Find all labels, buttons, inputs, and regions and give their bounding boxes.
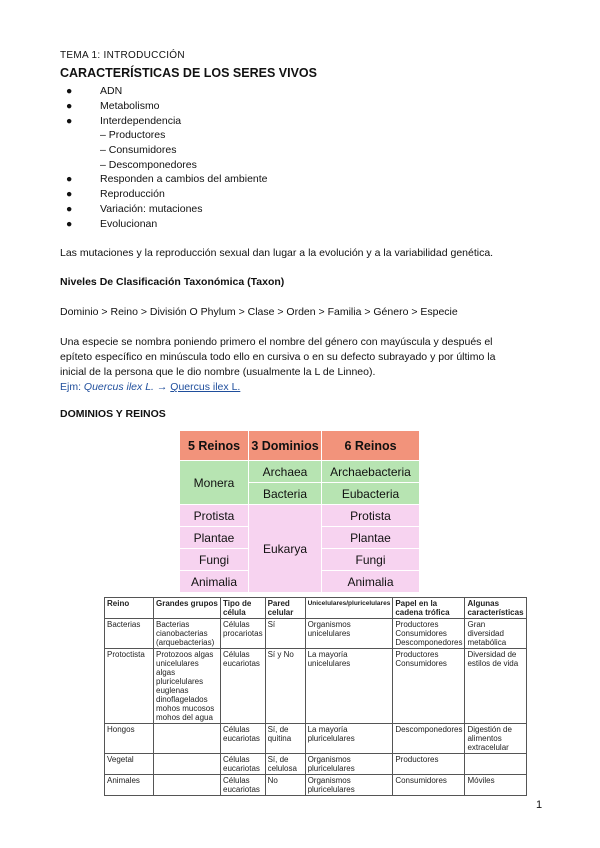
- example-italic: Quercus ilex L.: [83, 381, 154, 393]
- bullet-icon: ●: [66, 203, 73, 215]
- cell-five-kingdom: Fungi: [180, 549, 249, 571]
- table-cell: Sí, de quitina: [265, 724, 305, 754]
- table-cell: Organismos unicelulares: [305, 619, 393, 649]
- table-cell: La mayoría pluricelulares: [305, 724, 393, 754]
- cell-five-kingdom: Animalia: [180, 571, 249, 593]
- table-cell: No: [265, 775, 305, 796]
- bullet-icon: ●: [66, 188, 73, 200]
- cell-archaea: Archaea: [249, 461, 322, 483]
- column-header: Unicelulares/pluricelulares: [305, 598, 393, 619]
- table-cell: Digestión de alimentos extracelular: [465, 724, 526, 754]
- kingdom-characteristics-table: [104, 597, 527, 796]
- table-cell: Células eucariotas: [221, 724, 266, 754]
- cell-monera: Monera: [180, 461, 249, 505]
- table-cell: Hongos: [105, 724, 154, 754]
- table-cell: Células eucariotas: [221, 649, 266, 724]
- column-header: Papel en la cadena trófica: [393, 598, 465, 619]
- taxonomy-paragraph-line: epíteto específico en minúscula todo ello en cursiva o en su defecto subrayado y por último la: [60, 351, 496, 363]
- column-header: Tipo de célula: [221, 598, 266, 619]
- table-cell: Diversidad de estilos de vida: [465, 649, 526, 724]
- table-row: [105, 649, 527, 724]
- bullet-icon: ●: [66, 218, 73, 230]
- table-cell: Bacterias: [105, 619, 154, 649]
- cell-six-kingdom: Fungi: [322, 549, 420, 571]
- domains-kingdoms-table: [179, 430, 420, 593]
- table-cell: Protozoos algas unicelulares algas pluricelulares euglenas dinoflagelados mohos mucosos mohos del agua: [154, 649, 221, 724]
- table-row: [105, 619, 527, 649]
- page-number: 1: [536, 799, 543, 811]
- cell-five-kingdom: Protista: [180, 505, 249, 527]
- table-cell: Células eucariotas: [221, 754, 266, 775]
- table-row: [105, 754, 527, 775]
- column-header: Grandes grupos: [154, 598, 221, 619]
- table-cell: Productores: [393, 754, 465, 775]
- bullet-icon: ●: [66, 115, 73, 127]
- taxonomy-paragraph-line: Una especie se nombra poniendo primero el nombre del género con mayúscula y después el: [60, 336, 493, 348]
- sub-list-item: – Descomponedores: [100, 159, 197, 171]
- table-cell: Protoctista: [105, 649, 154, 724]
- table-cell: Sí, de celulosa: [265, 754, 305, 775]
- mutations-paragraph: Las mutaciones y la reproducción sexual dan lugar a la evolución y a la variabilidad genética.: [60, 247, 494, 259]
- table-cell: [465, 754, 526, 775]
- cell-archaebacteria: Archaebacteria: [322, 461, 420, 483]
- table-cell: Organismos pluricelulares: [305, 775, 393, 796]
- table-cell: Células procariotas: [221, 619, 266, 649]
- column-header: Reino: [105, 598, 154, 619]
- table-cell: Bacterias cianobacterias (arquebacterias): [154, 619, 221, 649]
- table-cell: Productores Consumidores: [393, 649, 465, 724]
- table-cell: Vegetal: [105, 754, 154, 775]
- example-underlined-link[interactable]: Quercus ilex L.: [170, 381, 241, 393]
- table-cell: Consumidores: [393, 775, 465, 796]
- domains-heading: DOMINIOS Y REINOS: [60, 408, 166, 420]
- table-cell: Organismos pluricelulares: [305, 754, 393, 775]
- header-cell: 5 Reinos: [180, 431, 249, 461]
- cell-eubacteria: Eubacteria: [322, 483, 420, 505]
- bullet-icon: ●: [66, 100, 73, 112]
- cell-six-kingdom: Plantae: [322, 527, 420, 549]
- page-title: CARACTERÍSTICAS DE LOS SERES VIVOS: [60, 66, 317, 80]
- table-cell: Sí: [265, 619, 305, 649]
- bullet-icon: ●: [66, 173, 73, 185]
- header-cell: 3 Dominios: [249, 431, 322, 461]
- cell-bacteria: Bacteria: [249, 483, 322, 505]
- table-cell: Animales: [105, 775, 154, 796]
- table-header-row: [105, 598, 527, 619]
- cell-five-kingdom: Plantae: [180, 527, 249, 549]
- table-row: [105, 775, 527, 796]
- table-cell: Productores Consumidores Descomponedores: [393, 619, 465, 649]
- table-cell: Móviles: [465, 775, 526, 796]
- table-cell: Gran diversidad metabólica: [465, 619, 526, 649]
- cell-six-kingdom: Animalia: [322, 571, 420, 593]
- column-header: Pared celular: [265, 598, 305, 619]
- cell-eukarya: Eukarya: [249, 505, 322, 593]
- table-cell: Células eucariotas: [221, 775, 266, 796]
- table-cell: Sí y No: [265, 649, 305, 724]
- table-row: [105, 724, 527, 754]
- table-cell: La mayoría unicelulares: [305, 649, 393, 724]
- taxonomy-paragraph-line: inicial de la persona que le dio nombre (usualmente la L de Linneo).: [60, 366, 376, 378]
- sub-list-item: – Consumidores: [100, 144, 177, 156]
- table-cell: Descomponedores: [393, 724, 465, 754]
- table-cell: [154, 754, 221, 775]
- taxonomy-hierarchy: Dominio > Reino > División O Phylum > Clase > Orden > Familia > Género > Especie: [60, 306, 458, 318]
- topic-label: TEMA 1: INTRODUCCIÓN: [60, 50, 185, 61]
- sub-list-item: – Productores: [100, 129, 166, 141]
- column-header: Algunas características: [465, 598, 526, 619]
- table-cell: [154, 775, 221, 796]
- table-cell: [154, 724, 221, 754]
- taxonomy-heading: Niveles De Clasificación Taxonómica (Taxon): [60, 276, 285, 288]
- arrow-icon: →: [156, 381, 168, 393]
- bullet-icon: ●: [66, 85, 73, 97]
- cell-six-kingdom: Protista: [322, 505, 420, 527]
- header-cell: 6 Reinos: [322, 431, 420, 461]
- example-line: Ejm: Quercus ilex L. → Quercus ilex L.: [60, 381, 241, 393]
